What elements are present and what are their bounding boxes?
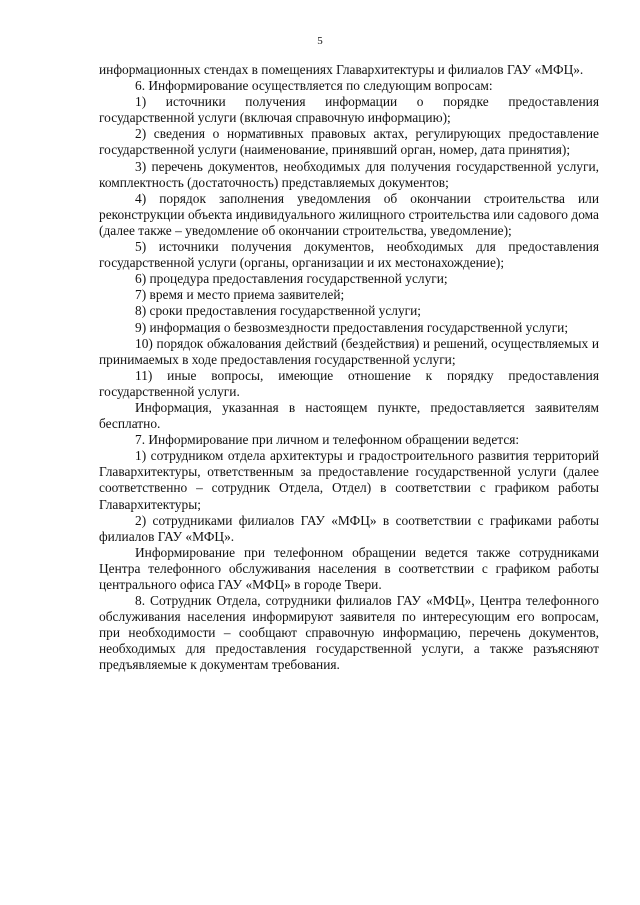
list-item: 4) порядок заполнения уведомления об окончании строительства или реконструкции объекта индивидуального жилищного строительства или садового дома (далее также – уведомление об окончании строительства, уведомление); (99, 190, 599, 238)
list-item: 10) порядок обжалования действий (бездействия) и решений, осуществляемых и принимаемых в ходе предоставления государственной услуги; (99, 335, 599, 367)
document-body (99, 62, 599, 674)
list-item: 7) время и место приема заявителей; (135, 287, 345, 303)
list-item: 5) источники получения документов, необходимых для предоставления государственной услуги (органы, организации и их местонахождение); (99, 239, 599, 271)
paragraph-item-6: 6. Информирование осуществляется по следующим вопросам: (135, 78, 493, 94)
list-item: 11) иные вопросы, имеющие отношение к порядку предоставления государственной услуги. (99, 367, 599, 399)
list-item: 9) информация о безвозмездности предоставления государственной услуги; (135, 319, 569, 335)
list-item: 6) процедура предоставления государственной услуги; (135, 271, 448, 287)
list-item: 8) сроки предоставления государственной услуги; (135, 303, 422, 319)
list-item: 3) перечень документов, необходимых для получения государственной услуги, комплектность (достаточность) представляемых документов; (99, 158, 599, 190)
list-item: 2) сотрудниками филиалов ГАУ «МФЦ» в соответствии с графиками работы филиалов ГАУ «МФЦ». (99, 512, 599, 544)
paragraph: Информация, указанная в настоящем пункте, предоставляется заявителям бесплатно. (99, 399, 599, 432)
list-item: 2) сведения о нормативных правовых актах, регулирующих предоставление государственной услуги (наименование, принявший орган, номер, дата принятия); (99, 126, 599, 158)
paragraph-continuation: информационных стендах в помещениях Главархитектуры и филиалов ГАУ «МФЦ». (99, 62, 584, 77)
paragraph-item-7: 7. Информирование при личном и телефонном обращении ведется: (135, 432, 520, 448)
paragraph-item-8: 8. Сотрудник Отдела, сотрудники филиалов ГАУ «МФЦ», Центра телефонного обслуживания населения информируют заявителя по интересующим его вопросам, при необходимости – сообщают справочную информацию, перечень документов, необходимых для предоставления государственной услуги, а также разъясняют предъявляемые к документам требования. (99, 593, 599, 673)
page-number: 5 (317, 35, 323, 47)
list-item: 1) сотрудником отдела архитектуры и градостроительного развития территорий Главархитектуры, ответственным за предоставление государственной услуги (далее соответственно – сотрудник Отдела, Отдел) в соответствии с графиком работы Главархитектуры; (99, 448, 599, 512)
paragraph: Информирование при телефонном обращении ведется также сотрудниками Центра телефонного обслуживания населения в соответствии с графиком работы центрального офиса ГАУ «МФЦ» в городе Твери. (99, 544, 599, 592)
list-item: 1) источники получения информации о порядке предоставления государственной услуги (включая справочную информацию); (99, 94, 599, 126)
